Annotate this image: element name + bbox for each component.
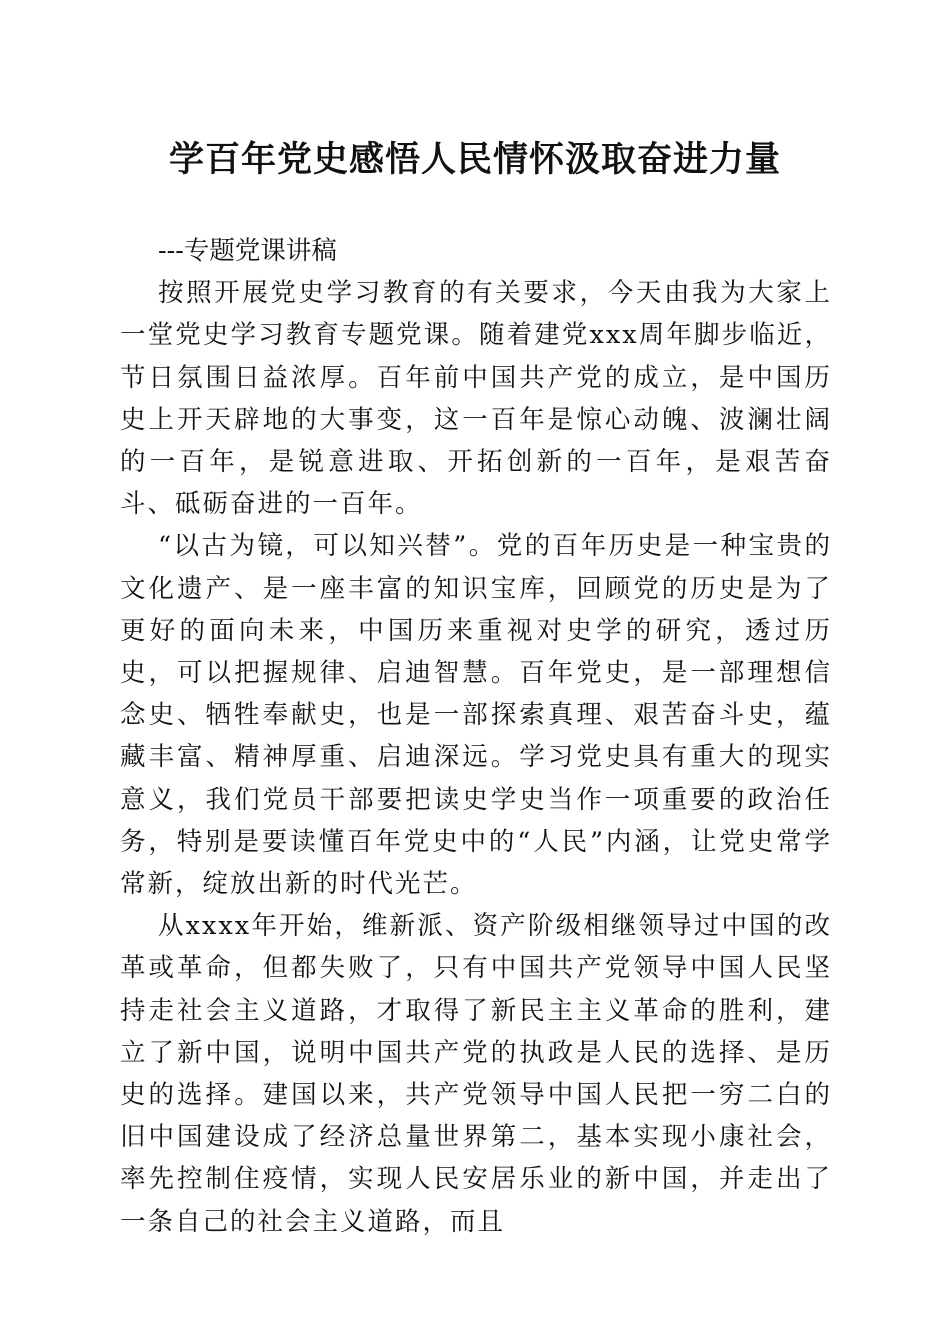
document-subtitle: ---专题党课讲稿 (158, 236, 337, 266)
document-title: 学百年党史感悟人民情怀汲取奋进力量 (168, 139, 781, 180)
paragraph-1: 按照开展党史学习教育的有关要求，今天由我为大家上一堂党史学习教育专题党课。随着建党xxx周年脚步临近，节日氛围日益浓厚。百年前中国共产党的成立，是中国历史上开天辟地的大事变，这一百年是惊心动魄、波澜壮阔的一百年，是锐意进取、开拓创新的一百年，是艰苦奋斗、砥砺奋进的一百年。 (120, 278, 832, 520)
paragraph-3: 从xxxx年开始，维新派、资产阶级相继领导过中国的改革或革命，但都失败了，只有中国共产党领导中国人民坚持走社会主义道路，才取得了新民主主义革命的胜利，建立了新中国，说明中国共产党的执政是人民的选择、是历史的选择。建国以来，共产党领导中国人民把一穷二白的旧中国建设成了经济总量世界第二，基本实现小康社会，率先控制住疫情，实现人民安居乐业的新中国，并走出了一条自己的社会主义道路，而且 (120, 911, 832, 1237)
paragraph-2: “以古为镜，可以知兴替”。党的百年历史是一种宝贵的文化遗产、是一座丰富的知识宝库，回顾党的历史是为了更好的面向未来，中国历来重视对史学的研究，透过历史，可以把握规律、启迪智慧。百年党史，是一部理想信念史、牺牲奉献史，也是一部探索真理、艰苦奋斗史，蕴藏丰富、精神厚重、启迪深远。学习党史具有重大的现实意义，我们党员干部要把读史学史当作一项重要的政治任务，特别是要读懂百年党史中的“人民”内涵，让党史常学常新，绽放出新的时代光芒。 (120, 531, 832, 900)
document-body (120, 230, 832, 1243)
